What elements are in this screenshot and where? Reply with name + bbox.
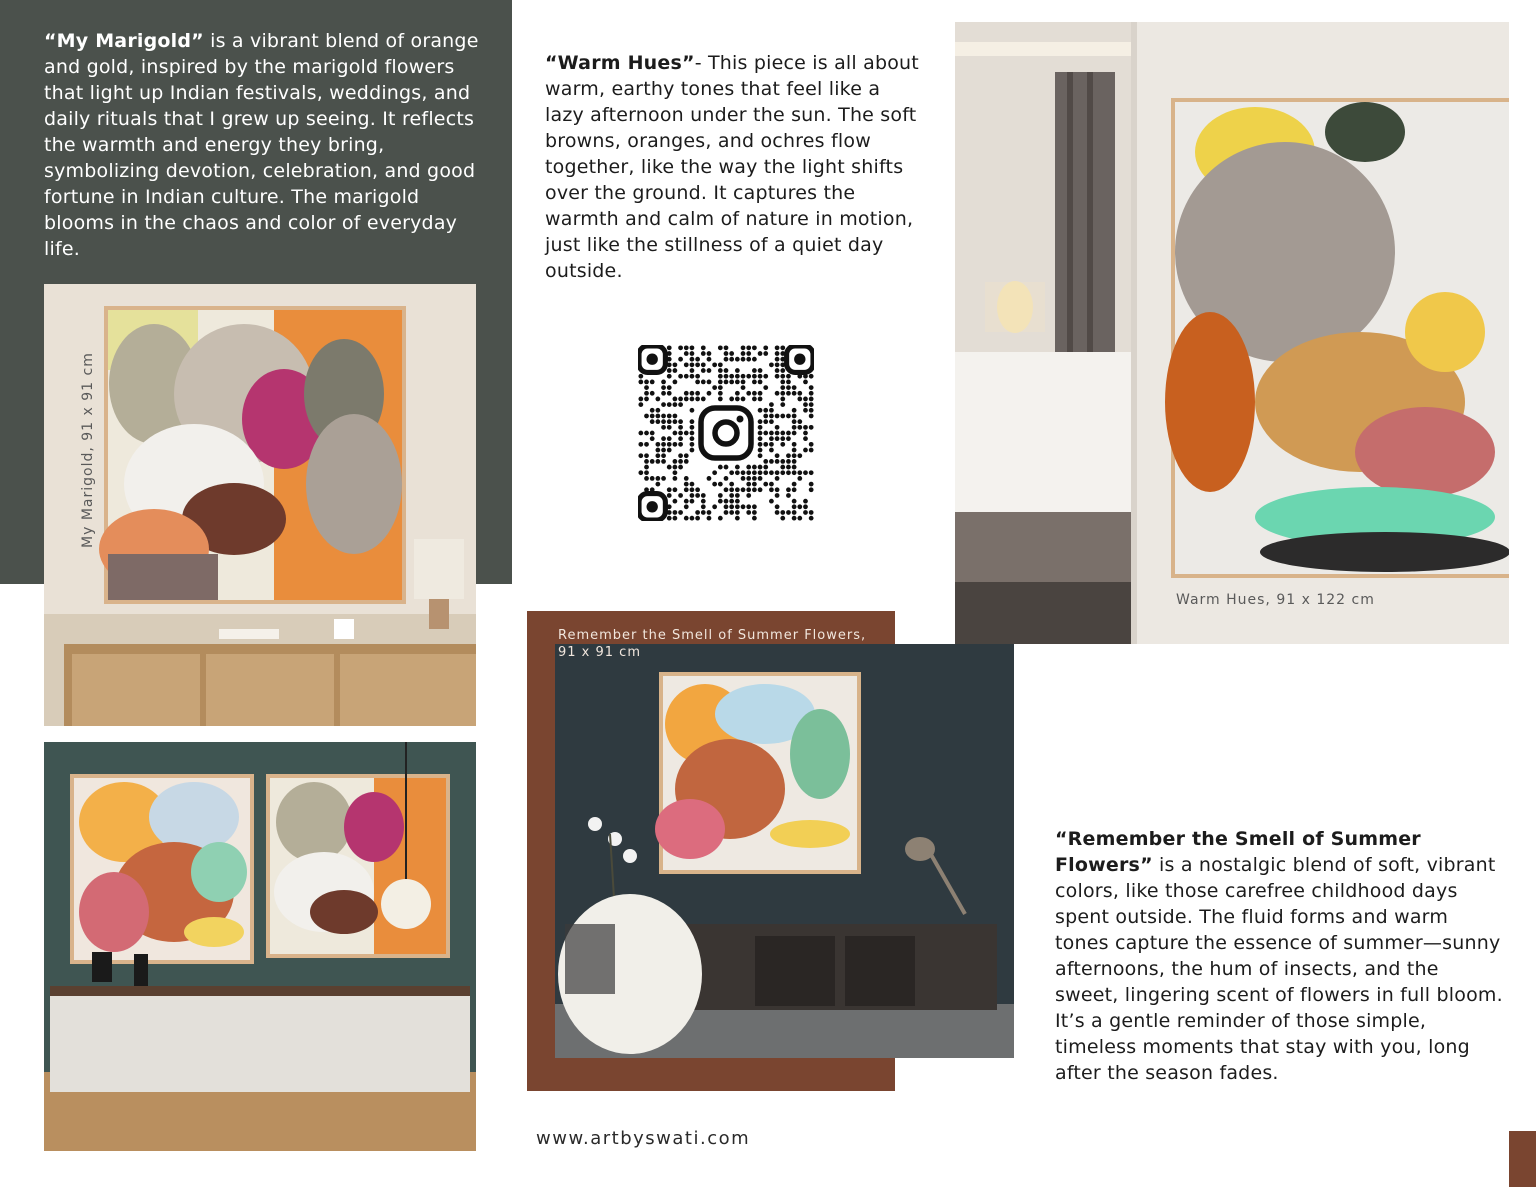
summer-flowers-room-photo — [555, 644, 1014, 1058]
summer-flowers-caption-line2: 91 x 91 cm — [558, 645, 641, 660]
warm-hues-description — [545, 50, 921, 284]
summer-flowers-description — [1055, 826, 1503, 1086]
qr-finder-marker — [787, 346, 813, 372]
warm-hues-text: - This piece is all about warm, earthy tones that feel like a lazy afternoon under the sun. The soft browns, oranges, and ochres flow together, like the way the light shifts over the ground. It captures the warmth and calm of nature in motion, just like the stillness of a quiet day outside. — [545, 52, 919, 282]
warm-hues-title: “Warm Hues” — [545, 52, 695, 74]
marigold-text: is a vibrant blend of orange and gold, inspired by the marigold flowers that light up Indian festivals, weddings, and daily rituals that I grew up seeing. It reflects the warmth and energy they bring, symbolizing devotion, celebration, and good fortune in Indian culture. The marigold blooms in the chaos and color of everyday life. — [44, 30, 479, 260]
summer-flowers-title: “Remember the Smell of Summer Flowers” — [1055, 828, 1421, 876]
marigold-title: “My Marigold” — [44, 30, 204, 52]
marigold-caption: My Marigold, 91 x 91 cm — [80, 352, 96, 548]
summer-flowers-caption — [558, 627, 866, 661]
qr-finder-marker — [639, 494, 665, 520]
instagram-qr-code[interactable] — [638, 345, 814, 521]
warm-hues-caption: Warm Hues, 91 x 122 cm — [1176, 592, 1375, 608]
summer-flowers-text: is a nostalgic blend of soft, vibrant colors, like those carefree childhood days spent outside. The fluid forms and warm tones capture the essence of summer—sunny afternoons, the hum of insects, and the sweet, lingering scent of flowers in full bloom. It’s a gentle reminder of those simple, timeless moments that stay with you, long after the season fades. — [1055, 854, 1503, 1084]
accent-tab — [1509, 1131, 1536, 1187]
summer-flowers-caption-line1: Remember the Smell of Summer Flowers, — [558, 628, 867, 643]
instagram-icon — [701, 408, 751, 458]
marigold-description — [44, 28, 484, 262]
marigold-room-photo — [44, 284, 476, 726]
warm-hues-room-photo — [955, 22, 1509, 644]
website-link[interactable]: www.artbyswati.com — [536, 1128, 751, 1149]
qr-finder-marker — [639, 346, 665, 372]
two-paintings-room-photo — [44, 742, 476, 1151]
